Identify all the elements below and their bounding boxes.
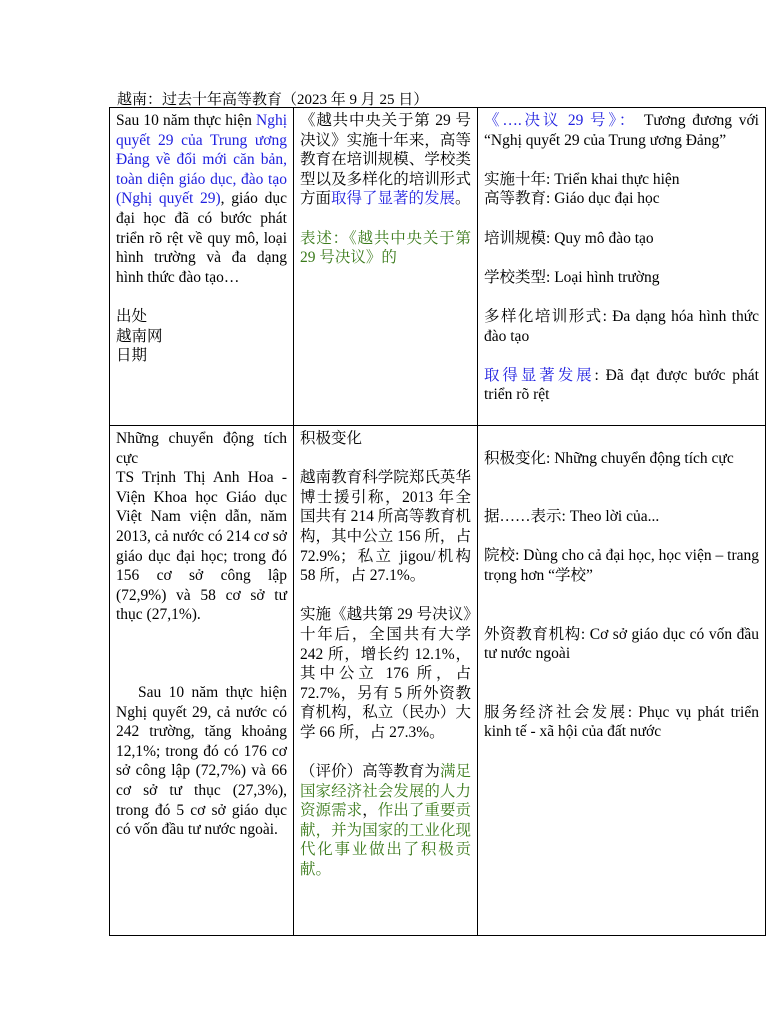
note-site: 越南网 xyxy=(116,327,163,345)
glossary-cell xyxy=(478,426,766,936)
translation-text: 《越共中央关于第 29 号决议》实施十年来，高等教育在培训规模、学校类型以及多样化的培训形式方面 xyxy=(300,112,471,208)
source-text: Sau 10 năm thực hiện xyxy=(116,112,256,129)
glossary-def: : Đã đạt được bước phát triển rõ rệt xyxy=(484,366,759,404)
glossary-term: 培训规模 xyxy=(484,229,547,247)
translation-text: ，并为国家的工业化现代化事业做出了积极贡献。 xyxy=(300,821,471,879)
chinese-cell xyxy=(294,426,478,936)
glossary-term: 学校类型 xyxy=(484,268,547,286)
translation-text: （评价）高等教育为 xyxy=(300,763,440,781)
glossary-def: : Loại hình trường xyxy=(546,268,660,286)
glossary-term: 院校 xyxy=(484,547,516,565)
source-text-rest: , giáo dục đại học đã có bước phát triển rõ rệt về quy mô, loại hình trường và đa dạng hình thức đào tạo… xyxy=(116,190,287,286)
table-row xyxy=(110,426,766,936)
glossary-cell xyxy=(478,108,766,426)
resolution-link[interactable]: Nghị quyết 29 của Trung ương Đảng về đổi mới căn bản, toàn diện giáo dục, đào tạo (Nghị quyết 29) xyxy=(116,112,287,208)
translation-highlight: 取得了显著的发展 xyxy=(331,190,456,208)
bilingual-table xyxy=(109,107,766,936)
glossary-term: 《….决议 29 号》： xyxy=(484,112,644,129)
glossary-term: 外资教育机构 xyxy=(484,625,581,643)
glossary-term: 实施十年 xyxy=(484,170,547,188)
glossary-def: : Dùng cho cả đại học, học viện – trang trọng hơn “学校” xyxy=(484,547,759,584)
glossary-term: 积极变化 xyxy=(484,449,547,467)
glossary-term: 多样化培训形式 xyxy=(484,307,603,325)
glossary-def: : Phục vụ phát triển kinh tế - xã hội của đất nước xyxy=(484,703,759,741)
glossary-def: : Những chuyển động tích cực xyxy=(546,449,734,467)
section-title: Những chuyển động tích cực xyxy=(116,430,287,467)
translation-punct: ， xyxy=(362,802,378,820)
section-title: 积极变化 xyxy=(300,430,363,447)
glossary-def: : Giáo dục đại học xyxy=(546,190,660,208)
vietnamese-cell xyxy=(110,426,294,936)
translation-paragraph: 越南教育科学院郑氏英华博士援引称，2013 年全国共有 214 所高等教育机构，其中公立 156 所，占 72.9%；私立 jigou/机构 58 所，占 27.1%。 xyxy=(300,469,471,585)
translation-paragraph: 实施《越共第 29 号决议》十年后，全国共有大学 242 所，增长约 12.1%，其中公立 176 所，占 72.7%，另有 5 所外资教育机构，私立（民办）大学 66 所，占 27.3%。 xyxy=(300,606,471,741)
table-row xyxy=(110,108,766,426)
glossary-def: : Triển khai thực hiện xyxy=(546,170,680,188)
note-date: 日期 xyxy=(116,347,148,365)
glossary-def: : Quy mô đào tạo xyxy=(546,229,654,247)
translation-highlight: 满足国家经济社会发展的人力资源需求 xyxy=(300,763,471,820)
glossary-term: 取得显著发展 xyxy=(484,366,595,384)
glossary-term: 据……表示 xyxy=(484,508,562,526)
glossary-term: 高等教育 xyxy=(484,190,547,208)
translation-punct: 。 xyxy=(455,190,471,208)
glossary-def: : Theo lời của... xyxy=(561,508,660,526)
source-paragraph: Sau 10 năm thực hiện Nghị quyết 29, cả nước có 242 trường, tăng khoảng 12,1%; trong đó có 176 cơ sở công lập (72,7%) và 66 cơ sở tư thục (27,3%), trong đó 5 cơ sở giáo dục có vốn đầu tư nước ngoài. xyxy=(116,683,287,839)
vietnamese-cell xyxy=(110,108,294,426)
glossary-def: : Cơ sở giáo dục có vốn đầu tư nước ngoài xyxy=(484,625,759,663)
glossary-def: Tương đương với “Nghị quyết 29 của Trung ương Đảng” xyxy=(484,112,759,149)
translation-highlight: 作出了重要贡献 xyxy=(300,802,471,839)
translation-note: 表述：《越共中央关于第 29 号决议》的 xyxy=(300,229,471,267)
document-header: 越南：过去十年高等教育（2023 年 9 月 25 日） xyxy=(117,92,429,108)
source-paragraph: TS Trịnh Thị Anh Hoa - Viện Khoa học Giáo dục Việt Nam viện dẫn, năm 2013, cả nước có 214 cơ sở giáo dục đại học; trong đó 156 cơ sở công lập (72,9%) và 58 cơ sở tư thục (27,1%). xyxy=(116,469,287,624)
glossary-term: 服务经济社会发展 xyxy=(484,703,628,721)
glossary-def: : Đa dạng hóa hình thức đào tạo xyxy=(484,307,759,345)
note-source: 出处 xyxy=(116,307,148,325)
chinese-cell xyxy=(294,108,478,426)
